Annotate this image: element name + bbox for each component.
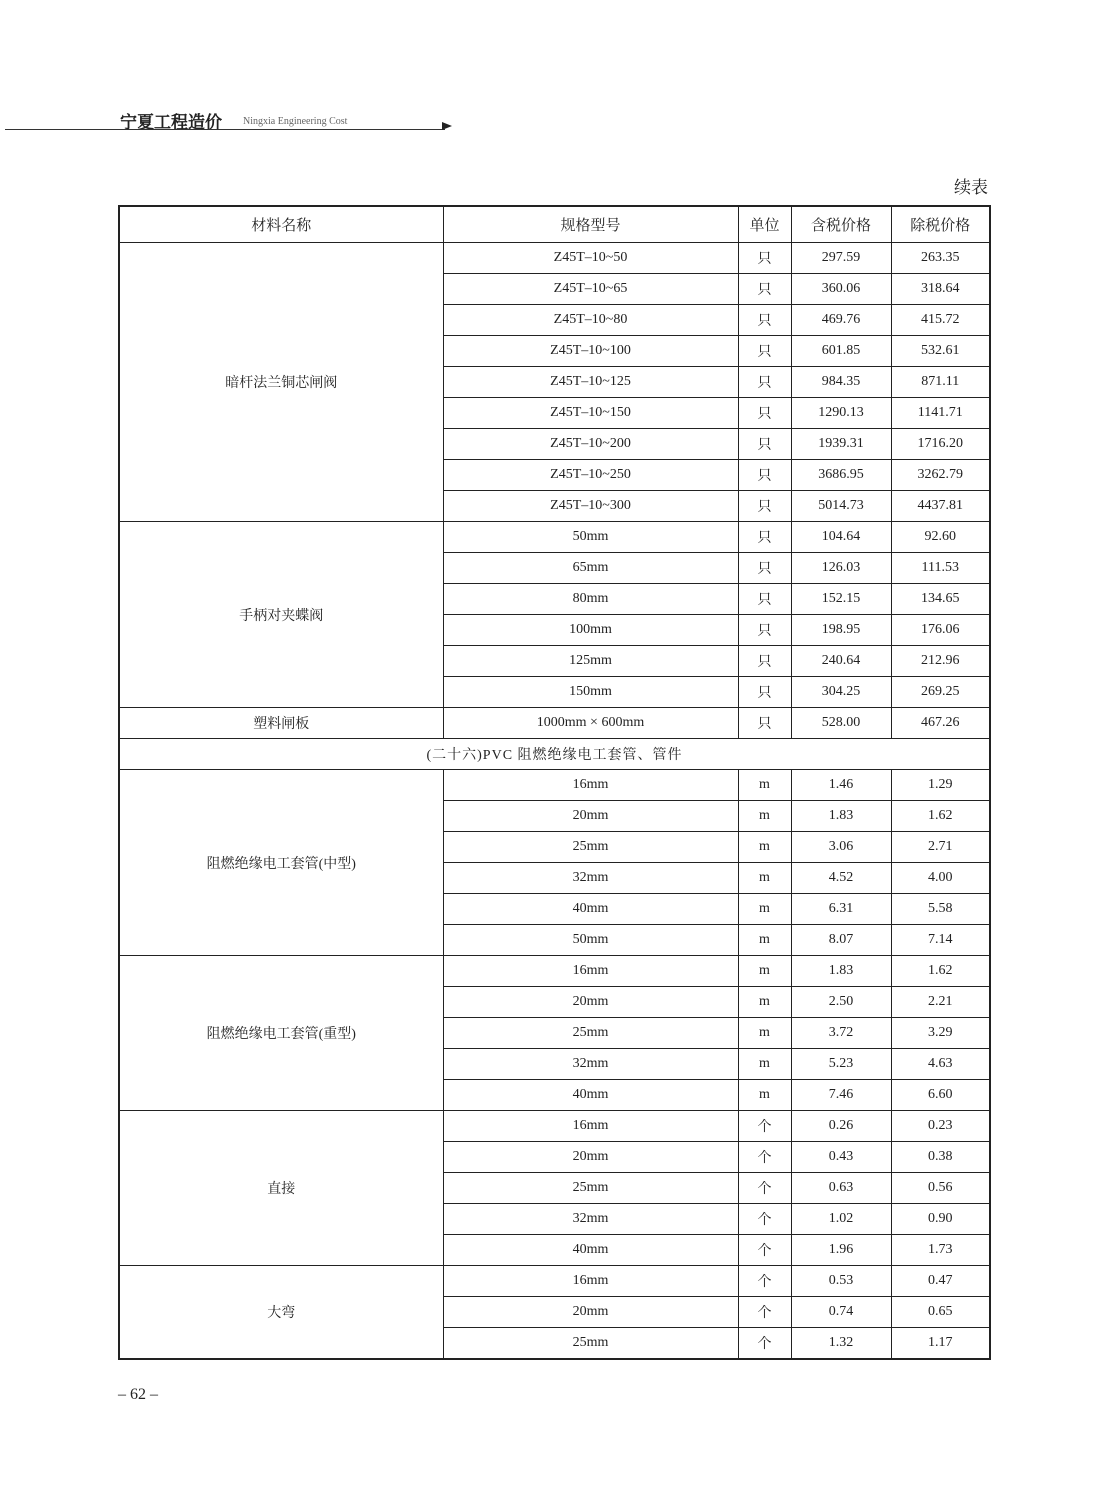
- unit-cell: 个: [738, 1173, 791, 1204]
- spec-cell: Z45T–10~250: [443, 460, 738, 491]
- price-notax-cell: 4437.81: [891, 491, 990, 522]
- material-name: 大弯: [119, 1266, 443, 1360]
- spec-cell: 50mm: [443, 522, 738, 553]
- price-notax-cell: 1141.71: [891, 398, 990, 429]
- price-tax-cell: 152.15: [791, 584, 891, 615]
- spec-cell: 1000mm × 600mm: [443, 708, 738, 739]
- unit-cell: m: [738, 925, 791, 956]
- spec-cell: 32mm: [443, 1049, 738, 1080]
- unit-cell: 只: [738, 646, 791, 677]
- spec-cell: 40mm: [443, 1080, 738, 1111]
- price-notax-cell: 0.38: [891, 1142, 990, 1173]
- running-header: [0, 104, 460, 144]
- price-tax-cell: 0.74: [791, 1297, 891, 1328]
- price-tax-cell: 3.06: [791, 832, 891, 863]
- price-notax-cell: 269.25: [891, 677, 990, 708]
- unit-cell: m: [738, 1080, 791, 1111]
- unit-cell: 只: [738, 522, 791, 553]
- table-row: [119, 1266, 990, 1297]
- unit-cell: 只: [738, 615, 791, 646]
- price-notax-cell: 1.62: [891, 956, 990, 987]
- column-header-spec: 规格型号: [443, 206, 738, 243]
- unit-cell: m: [738, 770, 791, 801]
- price-tax-cell: 0.53: [791, 1266, 891, 1297]
- column-header-material: 材料名称: [119, 206, 443, 243]
- price-tax-cell: 2.50: [791, 987, 891, 1018]
- price-notax-cell: 134.65: [891, 584, 990, 615]
- price-notax-cell: 1.73: [891, 1235, 990, 1266]
- material-name: 阻燃绝缘电工套管(中型): [119, 770, 443, 956]
- unit-cell: 个: [738, 1266, 791, 1297]
- price-notax-cell: 1.17: [891, 1328, 990, 1360]
- unit-cell: 只: [738, 677, 791, 708]
- price-tax-cell: 528.00: [791, 708, 891, 739]
- price-notax-cell: 6.60: [891, 1080, 990, 1111]
- unit-cell: 只: [738, 708, 791, 739]
- price-tax-cell: 126.03: [791, 553, 891, 584]
- price-notax-cell: 0.23: [891, 1111, 990, 1142]
- price-tax-cell: 198.95: [791, 615, 891, 646]
- price-tax-cell: 1.46: [791, 770, 891, 801]
- unit-cell: 只: [738, 429, 791, 460]
- price-tax-cell: 984.35: [791, 367, 891, 398]
- price-tax-cell: 360.06: [791, 274, 891, 305]
- price-tax-cell: 0.63: [791, 1173, 891, 1204]
- unit-cell: 个: [738, 1235, 791, 1266]
- price-notax-cell: 5.58: [891, 894, 990, 925]
- spec-cell: 25mm: [443, 1328, 738, 1360]
- price-notax-cell: 3262.79: [891, 460, 990, 491]
- spec-cell: 16mm: [443, 1111, 738, 1142]
- spec-cell: Z45T–10~80: [443, 305, 738, 336]
- unit-cell: 只: [738, 274, 791, 305]
- material-name: 阻燃绝缘电工套管(重型): [119, 956, 443, 1111]
- price-notax-cell: 3.29: [891, 1018, 990, 1049]
- spec-cell: 80mm: [443, 584, 738, 615]
- price-notax-cell: 1.62: [891, 801, 990, 832]
- price-tax-cell: 1939.31: [791, 429, 891, 460]
- spec-cell: Z45T–10~125: [443, 367, 738, 398]
- material-name: 直接: [119, 1111, 443, 1266]
- price-tax-cell: 5.23: [791, 1049, 891, 1080]
- continuation-label: 续表: [954, 178, 988, 198]
- price-notax-cell: 1716.20: [891, 429, 990, 460]
- table-row: [119, 770, 990, 801]
- price-notax-cell: 2.21: [891, 987, 990, 1018]
- price-notax-cell: 111.53: [891, 553, 990, 584]
- spec-cell: Z45T–10~300: [443, 491, 738, 522]
- price-tax-cell: 104.64: [791, 522, 891, 553]
- price-notax-cell: 467.26: [891, 708, 990, 739]
- table-row: [119, 243, 990, 274]
- price-tax-cell: 240.64: [791, 646, 891, 677]
- section-title: (二十六)PVC 阻燃绝缘电工套管、管件: [119, 739, 990, 770]
- header-rule: [5, 129, 445, 130]
- price-tax-cell: 5014.73: [791, 491, 891, 522]
- unit-cell: 只: [738, 367, 791, 398]
- unit-cell: m: [738, 863, 791, 894]
- price-notax-cell: 7.14: [891, 925, 990, 956]
- unit-cell: 只: [738, 491, 791, 522]
- unit-cell: 个: [738, 1111, 791, 1142]
- price-notax-cell: 0.65: [891, 1297, 990, 1328]
- unit-cell: 个: [738, 1142, 791, 1173]
- material-name: 手柄对夹蝶阀: [119, 522, 443, 708]
- spec-cell: Z45T–10~200: [443, 429, 738, 460]
- price-tax-cell: 3686.95: [791, 460, 891, 491]
- spec-cell: Z45T–10~100: [443, 336, 738, 367]
- unit-cell: m: [738, 987, 791, 1018]
- unit-cell: 个: [738, 1297, 791, 1328]
- price-notax-cell: 0.56: [891, 1173, 990, 1204]
- price-tax-cell: 1.83: [791, 801, 891, 832]
- spec-cell: 32mm: [443, 863, 738, 894]
- column-header-price-tax: 含税价格: [791, 206, 891, 243]
- spec-cell: 100mm: [443, 615, 738, 646]
- table-row: [119, 956, 990, 987]
- price-notax-cell: 0.90: [891, 1204, 990, 1235]
- table-header-row: [119, 206, 990, 243]
- spec-cell: 150mm: [443, 677, 738, 708]
- material-name: 塑料闸板: [119, 708, 443, 739]
- spec-cell: 16mm: [443, 770, 738, 801]
- price-notax-cell: 415.72: [891, 305, 990, 336]
- spec-cell: 20mm: [443, 801, 738, 832]
- unit-cell: 只: [738, 398, 791, 429]
- unit-cell: m: [738, 894, 791, 925]
- arrow-right-icon: [442, 122, 452, 130]
- unit-cell: 只: [738, 584, 791, 615]
- price-notax-cell: 4.63: [891, 1049, 990, 1080]
- journal-title: 宁夏工程造价: [120, 113, 222, 133]
- spec-cell: 32mm: [443, 1204, 738, 1235]
- material-name: 暗杆法兰铜芯闸阀: [119, 243, 443, 522]
- table-row: [119, 522, 990, 553]
- price-tax-cell: 1.96: [791, 1235, 891, 1266]
- price-notax-cell: 92.60: [891, 522, 990, 553]
- price-tax-cell: 1.32: [791, 1328, 891, 1360]
- price-tax-cell: 1290.13: [791, 398, 891, 429]
- price-notax-cell: 2.71: [891, 832, 990, 863]
- unit-cell: 只: [738, 305, 791, 336]
- spec-cell: Z45T–10~65: [443, 274, 738, 305]
- price-tax-cell: 7.46: [791, 1080, 891, 1111]
- spec-cell: 40mm: [443, 1235, 738, 1266]
- spec-cell: Z45T–10~150: [443, 398, 738, 429]
- price-tax-cell: 8.07: [791, 925, 891, 956]
- price-tax-cell: 1.02: [791, 1204, 891, 1235]
- price-tax-cell: 4.52: [791, 863, 891, 894]
- spec-cell: 65mm: [443, 553, 738, 584]
- spec-cell: 25mm: [443, 1173, 738, 1204]
- price-tax-cell: 297.59: [791, 243, 891, 274]
- unit-cell: 只: [738, 243, 791, 274]
- spec-cell: 25mm: [443, 1018, 738, 1049]
- price-notax-cell: 318.64: [891, 274, 990, 305]
- section-row: [119, 739, 990, 770]
- spec-cell: 20mm: [443, 987, 738, 1018]
- price-notax-cell: 263.35: [891, 243, 990, 274]
- journal-subtitle: Ningxia Engineering Cost: [243, 116, 348, 127]
- unit-cell: m: [738, 801, 791, 832]
- price-tax-cell: 304.25: [791, 677, 891, 708]
- price-notax-cell: 176.06: [891, 615, 990, 646]
- unit-cell: 个: [738, 1204, 791, 1235]
- table-row: [119, 708, 990, 739]
- unit-cell: 只: [738, 460, 791, 491]
- price-tax-cell: 1.83: [791, 956, 891, 987]
- spec-cell: 125mm: [443, 646, 738, 677]
- price-table: [118, 205, 991, 1360]
- price-notax-cell: 532.61: [891, 336, 990, 367]
- spec-cell: 20mm: [443, 1297, 738, 1328]
- unit-cell: m: [738, 1018, 791, 1049]
- spec-cell: 16mm: [443, 1266, 738, 1297]
- spec-cell: 20mm: [443, 1142, 738, 1173]
- price-notax-cell: 871.11: [891, 367, 990, 398]
- price-tax-cell: 3.72: [791, 1018, 891, 1049]
- price-notax-cell: 212.96: [891, 646, 990, 677]
- spec-cell: 16mm: [443, 956, 738, 987]
- unit-cell: 只: [738, 553, 791, 584]
- spec-cell: 40mm: [443, 894, 738, 925]
- price-tax-cell: 6.31: [791, 894, 891, 925]
- spec-cell: 25mm: [443, 832, 738, 863]
- table-row: [119, 1111, 990, 1142]
- page-number: – 62 –: [118, 1386, 158, 1403]
- unit-cell: m: [738, 956, 791, 987]
- unit-cell: m: [738, 832, 791, 863]
- column-header-unit: 单位: [738, 206, 791, 243]
- table-body: [119, 243, 990, 1360]
- column-header-price-notax: 除税价格: [891, 206, 990, 243]
- unit-cell: 只: [738, 336, 791, 367]
- price-tax-cell: 601.85: [791, 336, 891, 367]
- price-tax-cell: 469.76: [791, 305, 891, 336]
- unit-cell: m: [738, 1049, 791, 1080]
- price-notax-cell: 0.47: [891, 1266, 990, 1297]
- price-tax-cell: 0.26: [791, 1111, 891, 1142]
- price-tax-cell: 0.43: [791, 1142, 891, 1173]
- price-notax-cell: 1.29: [891, 770, 990, 801]
- spec-cell: 50mm: [443, 925, 738, 956]
- price-notax-cell: 4.00: [891, 863, 990, 894]
- unit-cell: 个: [738, 1328, 791, 1360]
- spec-cell: Z45T–10~50: [443, 243, 738, 274]
